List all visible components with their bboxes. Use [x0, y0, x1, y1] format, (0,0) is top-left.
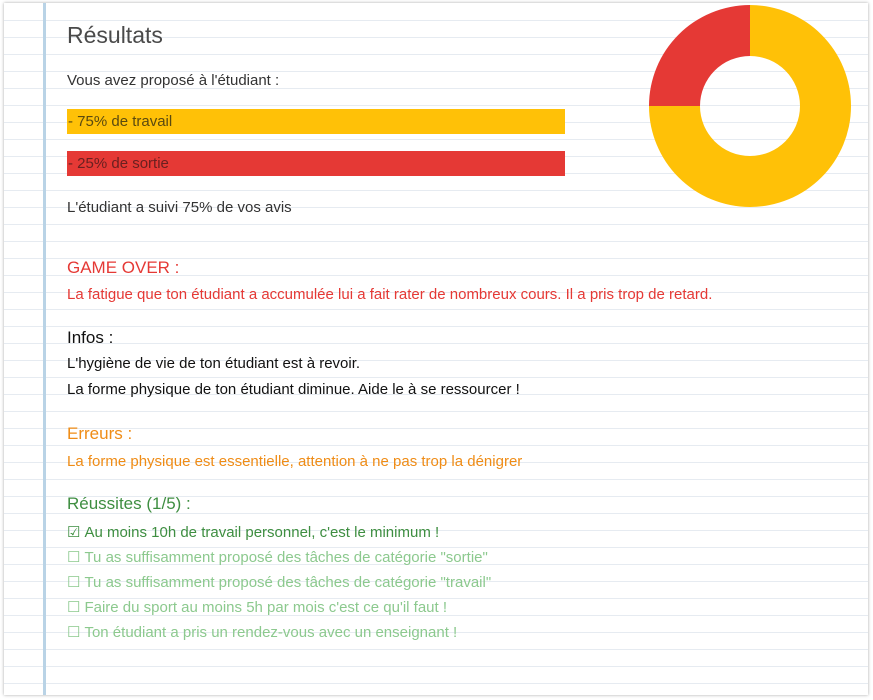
- successes-heading: Réussites (1/5) :: [67, 494, 191, 513]
- page-title: Résultats: [67, 22, 163, 48]
- success-item: [67, 623, 457, 641]
- success-item: [67, 573, 491, 591]
- notebook-page: [4, 3, 868, 695]
- proposal-intro: Vous avez proposé à l'étudiant :: [67, 72, 280, 89]
- info-line: La forme physique de ton étudiant diminue. Aide le à se ressourcer !: [67, 381, 520, 398]
- success-item-label: Tu as suffisamment proposé des tâches de catégorie "sortie": [84, 549, 488, 566]
- work-proportion-label: - 75% de travail: [68, 113, 173, 130]
- game-over-message: La fatigue que ton étudiant a accumulée lui a fait rater de nombreux cours. Il a pris trop de retard.: [67, 286, 713, 303]
- unchecked-box-icon: ☐: [67, 549, 81, 566]
- game-over-heading: GAME OVER :: [67, 258, 180, 277]
- unchecked-box-icon: ☐: [67, 599, 81, 616]
- work-proportion-bar: [67, 109, 565, 134]
- outing-proportion-bar: [67, 151, 565, 176]
- proportion-donut-chart: [649, 4, 851, 208]
- unchecked-box-icon: ☐: [67, 574, 81, 591]
- checked-box-icon: ☑: [67, 524, 81, 541]
- errors-heading: Erreurs :: [67, 424, 133, 443]
- success-item-label: Au moins 10h de travail personnel, c'est le minimum !: [84, 524, 440, 541]
- success-item-label: Faire du sport au moins 5h par mois c'est ce qu'il faut !: [84, 599, 448, 616]
- success-item: [67, 523, 439, 541]
- success-item-label: Tu as suffisamment proposé des tâches de catégorie "travail": [84, 574, 492, 591]
- unchecked-box-icon: ☐: [67, 624, 81, 641]
- outing-proportion-label: - 25% de sortie: [68, 155, 169, 172]
- success-item: [67, 598, 447, 616]
- info-line: L'hygiène de vie de ton étudiant est à revoir.: [67, 355, 361, 372]
- success-item-label: Ton étudiant a pris un rendez-vous avec un enseignant !: [84, 624, 458, 641]
- error-message: La forme physique est essentielle, attention à ne pas trop la dénigrer: [67, 453, 523, 470]
- success-item: [67, 548, 488, 566]
- infos-heading: Infos :: [67, 328, 114, 347]
- donut-slice-outing: [649, 5, 750, 106]
- advice-followed-text: L'étudiant a suivi 75% de vos avis: [67, 199, 292, 216]
- notebook-margin-line: [43, 3, 46, 695]
